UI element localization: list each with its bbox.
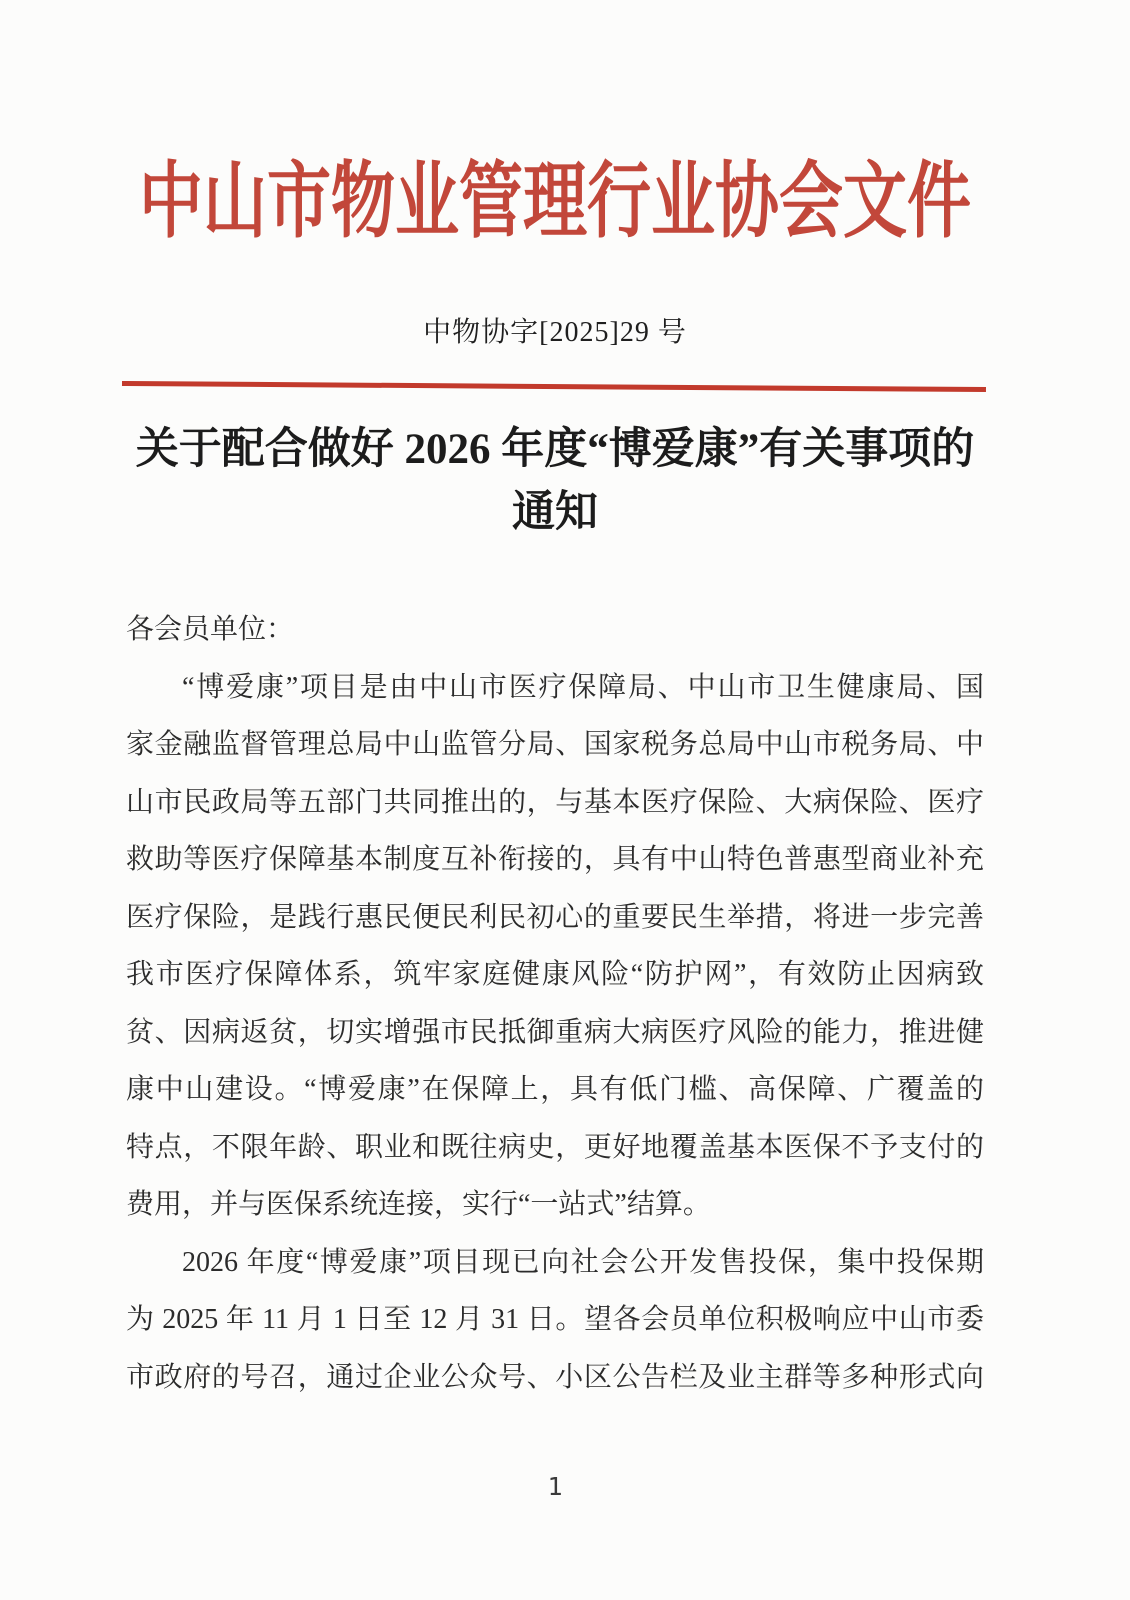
body-line: 2026 年度“博爱康”项目现已向社会公开发售投保，集中投保期 <box>182 1246 984 1278</box>
body-line: 山市民政局等五部门共同推出的，与基本医疗保险、大病保险、医疗 <box>126 786 984 818</box>
document-body <box>126 601 984 1406</box>
page-number: 1 <box>547 1472 563 1501</box>
org-header-title: 中山市物业管理行业协会文件 <box>139 155 971 248</box>
body-line: 贫、因病返贫，切实增强市民抵御重病大病医疗风险的能力，推进健 <box>126 1016 984 1048</box>
body-line: 市政府的号召，通过企业公众号、小区公告栏及业主群等多种形式向 <box>126 1361 984 1393</box>
salutation: 各会员单位： <box>126 614 295 645</box>
body-line: 特点，不限年龄、职业和既往病史，更好地覆盖基本医保不予支付的 <box>126 1131 984 1163</box>
body-line: 医疗保险，是践行惠民便民利民初心的重要民生举措，将进一步完善 <box>126 901 984 933</box>
body-line: 为 2025 年 11 月 1 日至 12 月 31 日。望各会员单位积极响应中山市委 <box>126 1304 984 1335</box>
red-separator-rule <box>122 381 986 392</box>
body-line: 费用，并与医保系统连接，实行“一站式”结算。 <box>126 1189 711 1220</box>
document-title-line-2: 通知 <box>512 489 598 536</box>
body-line: 我市医疗保障体系，筑牢家庭健康风险“防护网”，有效防止因病致 <box>126 959 984 990</box>
body-line: 康中山建设。“博爱康”在保障上，具有低门槛、高保障、广覆盖的 <box>126 1074 984 1105</box>
body-line: 救助等医疗保障基本制度互补衔接的，具有中山特色普惠型商业补充 <box>126 844 984 875</box>
document-title-line-1: 关于配合做好 2026 年度“博爱康”有关事项的 <box>135 426 975 473</box>
document-title <box>126 418 984 544</box>
doc-reference-number: 中物协字[2025]29 号 <box>423 317 687 348</box>
body-line: 家金融监督管理总局中山监管分局、国家税务总局中山市税务局、中 <box>126 729 984 760</box>
body-line: “博爱康”项目是由中山市医疗保障局、中山市卫生健康局、国 <box>182 671 984 703</box>
